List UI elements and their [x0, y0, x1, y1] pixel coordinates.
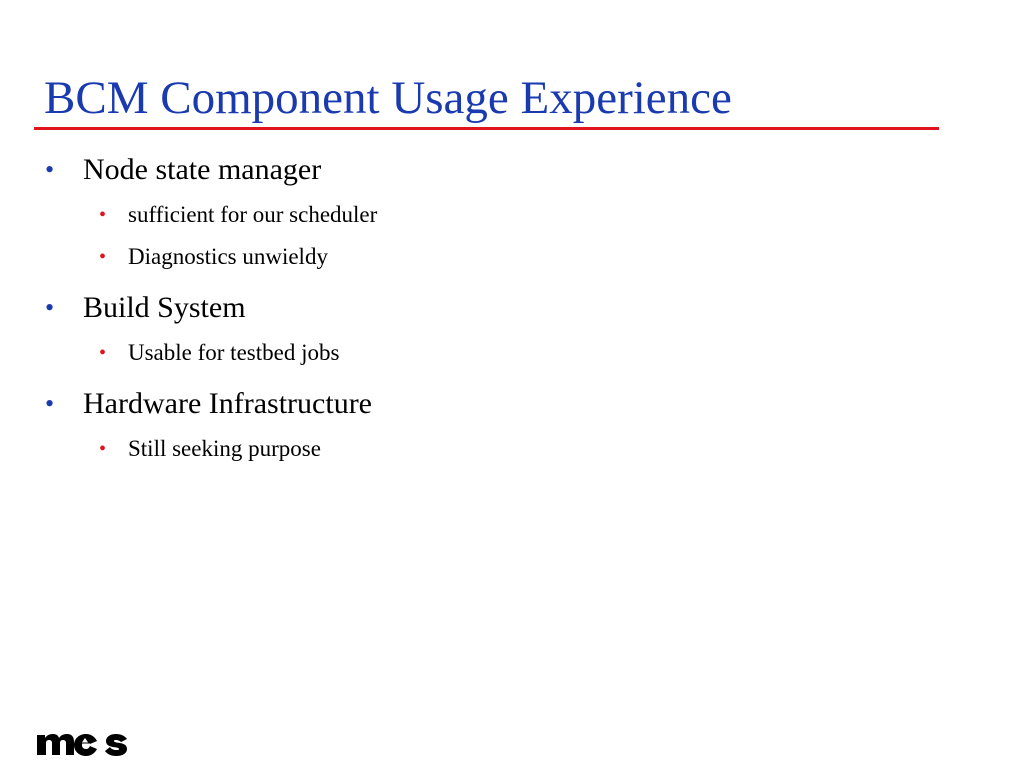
sub-bullet-text: Usable for testbed jobs: [128, 340, 340, 365]
sub-bullet-icon: •: [99, 342, 107, 364]
bullet-text: Build System: [83, 291, 246, 324]
sub-bullet-item: [45, 433, 945, 465]
sub-bullet-text: sufficient for our scheduler: [128, 202, 378, 227]
bullet-item: [45, 384, 945, 424]
sub-bullet-text: Diagnostics unwieldy: [128, 244, 328, 269]
sub-bullet-text: Still seeking purpose: [128, 436, 321, 461]
sub-bullet-icon: •: [99, 204, 107, 226]
mcs-logo: [35, 724, 131, 760]
bullet-icon: •: [45, 293, 55, 322]
sub-bullet-icon: •: [99, 246, 107, 268]
bullet-icon: •: [45, 155, 55, 184]
sub-bullet-item: [45, 199, 945, 231]
sub-bullet-item: [45, 241, 945, 273]
bullet-item: [45, 288, 945, 328]
bullet-icon: •: [45, 389, 55, 418]
mcs-logo-icon: [35, 725, 131, 759]
bullet-item: [45, 150, 945, 190]
sub-bullet-item: [45, 337, 945, 369]
bullet-text: Hardware Infrastructure: [83, 387, 372, 420]
title-underline: [34, 127, 939, 130]
sub-bullet-icon: •: [99, 438, 107, 460]
bullet-text: Node state manager: [83, 153, 322, 186]
bullet-list: [45, 150, 945, 465]
slide-title: BCM Component Usage Experience: [44, 72, 732, 124]
